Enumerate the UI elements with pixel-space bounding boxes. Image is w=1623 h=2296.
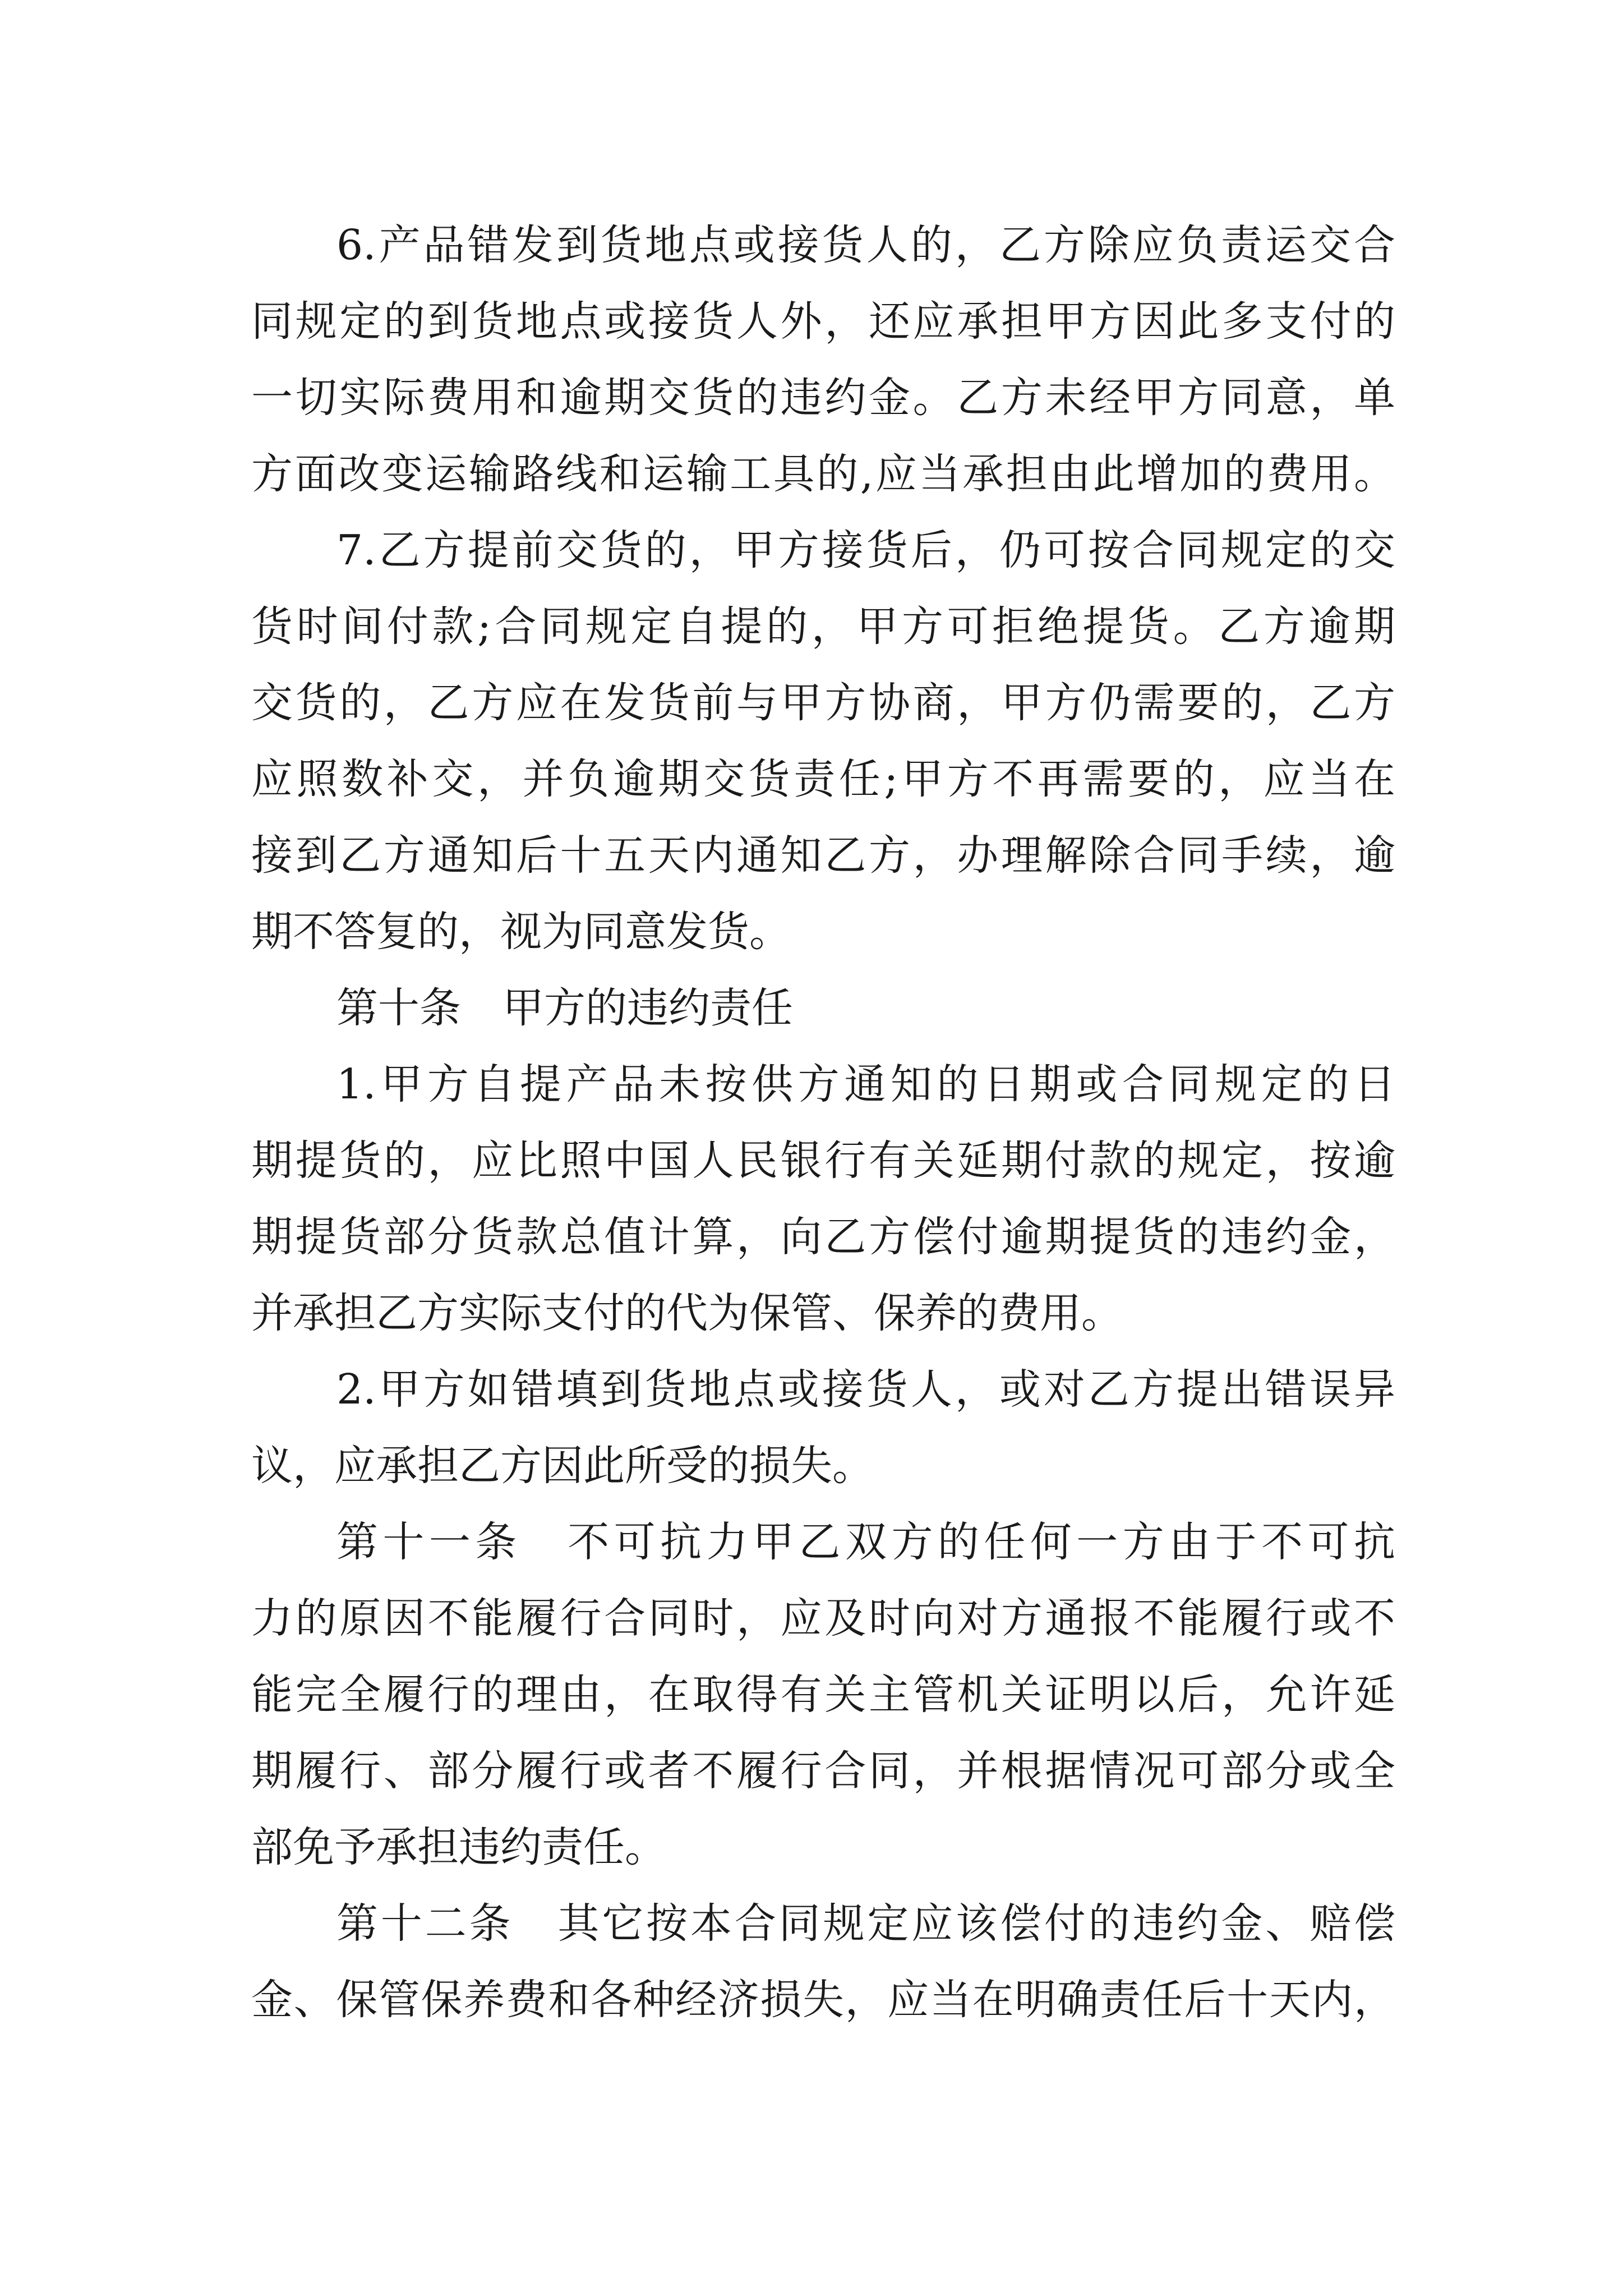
article-12-line-1: 第十二条 其它按本合同规定应该偿付的违约金、赔偿 [336, 1899, 1395, 1948]
article-10-item-1-line-3: 期提货部分货款总值计算，向乙方偿付逾期提货的违约金， [251, 1213, 1395, 1261]
article-11-line-4: 期履行、部分履行或者不履行合同，并根据情况可部分或全 [251, 1747, 1395, 1795]
paragraph-7-line-6: 期不答复的，视为同意发货。 [251, 908, 791, 956]
paragraph-7-line-2: 货时间付款;合同规定自提的，甲方可拒绝提货。乙方逾期 [251, 602, 1395, 651]
article-10-item-2-line-1: 2.甲方如错填到货地点或接货人，或对乙方提出错误异 [336, 1365, 1395, 1414]
paragraph-6-line-4: 方面改变运输路线和运输工具的,应当承担由此增加的费用。 [251, 450, 1395, 498]
paragraph-6-line-3: 一切实际费用和逾期交货的违约金。乙方未经甲方同意，单 [251, 374, 1395, 422]
article-11-line-3: 能完全履行的理由，在取得有关主管机关证明以后，允许延 [251, 1671, 1395, 1719]
article-11-line-1: 第十一条 不可抗力甲乙双方的任何一方由于不可抗 [336, 1518, 1395, 1566]
article-12-line-2: 金、保管保养费和各种经济损失，应当在明确责任后十天内， [251, 1976, 1395, 2024]
article-11-line-5: 部免予承担违约责任。 [251, 1823, 666, 1871]
article-10-item-1-line-1: 1.甲方自提产品未按供方通知的日期或合同规定的日 [336, 1060, 1395, 1108]
paragraph-7-line-4: 应照数补交，并负逾期交货责任;甲方不再需要的，应当在 [251, 755, 1395, 803]
paragraph-6-line-1: 6.产品错发到货地点或接货人的，乙方除应负责运交合 [336, 221, 1395, 269]
paragraph-6-line-2: 同规定的到货地点或接货人外，还应承担甲方因此多支付的 [251, 297, 1395, 346]
paragraph-7-line-3: 交货的，乙方应在发货前与甲方协商，甲方仍需要的，乙方 [251, 679, 1395, 727]
article-10-item-1-line-2: 期提货的，应比照中国人民银行有关延期付款的规定，按逾 [251, 1137, 1395, 1185]
article-10-heading: 第十条 甲方的违约责任 [336, 984, 793, 1032]
paragraph-7-line-1: 7.乙方提前交货的，甲方接货后，仍可按合同规定的交 [336, 526, 1395, 574]
article-11-line-2: 力的原因不能履行合同时，应及时向对方通报不能履行或不 [251, 1594, 1395, 1642]
paragraph-7-line-5: 接到乙方通知后十五天内通知乙方，办理解除合同手续，逾 [251, 831, 1395, 880]
article-10-item-1-line-4: 并承担乙方实际支付的代为保管、保养的费用。 [251, 1289, 1123, 1337]
article-10-item-2-line-2: 议，应承担乙方因此所受的损失。 [251, 1442, 874, 1490]
